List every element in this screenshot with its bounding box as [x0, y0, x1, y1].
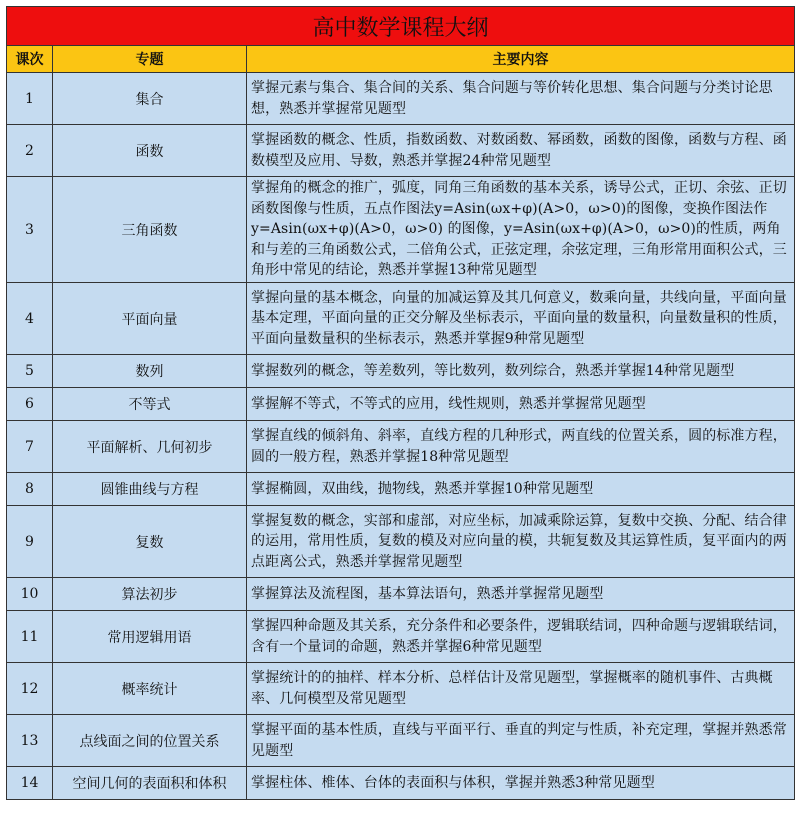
table-row: [7, 578, 795, 611]
lesson-topic: 不等式: [53, 388, 247, 421]
table-row: [7, 355, 795, 388]
table-row: [7, 506, 795, 578]
lesson-content: 掌握元素与集合、集合间的关系、集合问题与等价转化思想、集合问题与分类讨论思想，熟悉并掌握常见题型: [247, 73, 795, 125]
lesson-content: 掌握平面的基本性质，直线与平面平行、垂直的判定与性质，补充定理，掌握并熟悉常见题型: [247, 715, 795, 767]
lesson-number: 7: [7, 421, 53, 473]
lesson-content: 掌握椭圆，双曲线，抛物线，熟悉并掌握10种常见题型: [247, 473, 795, 506]
lesson-topic: 圆锥曲线与方程: [53, 473, 247, 506]
title-row: [7, 7, 795, 46]
lesson-topic: 平面向量: [53, 283, 247, 355]
lesson-content: 掌握数列的概念，等差数列，等比数列，数列综合，熟悉并掌握14种常见题型: [247, 355, 795, 388]
lesson-topic: 复数: [53, 506, 247, 578]
lesson-content: 掌握函数的概念、性质，指数函数、对数函数、幂函数，函数的图像，函数与方程、函数模型及应用、导数，熟悉并掌握24种常见题型: [247, 125, 795, 177]
header-lesson: 课次: [7, 46, 53, 73]
lesson-number: 11: [7, 611, 53, 663]
lesson-number: 14: [7, 767, 53, 800]
lesson-content: 掌握向量的基本概念，向量的加减运算及其几何意义，数乘向量，共线向量，平面向量基本定理，平面向量的正交分解及坐标表示，平面向量的数量积，向量数量积的性质，平面向量数量积的坐标表示，熟悉并掌握9种常见题型: [247, 283, 795, 355]
lesson-topic: 空间几何的表面积和体积: [53, 767, 247, 800]
lesson-content: 掌握四种命题及其关系，充分条件和必要条件，逻辑联结词，四种命题与逻辑联结词，含有一个量词的命题，熟悉并掌握6种常见题型: [247, 611, 795, 663]
lesson-content: 掌握解不等式，不等式的应用，线性规则，熟悉并掌握常见题型: [247, 388, 795, 421]
lesson-content: 掌握统计的的抽样、样本分析、总样估计及常见题型，掌握概率的随机事件、古典概率、几何模型及常见题型: [247, 663, 795, 715]
lesson-topic: 函数: [53, 125, 247, 177]
lesson-number: 5: [7, 355, 53, 388]
table-row: [7, 663, 795, 715]
table-row: [7, 177, 795, 283]
table-row: [7, 715, 795, 767]
lesson-content: 掌握柱体、椎体、台体的表面积与体积，掌握并熟悉3种常见题型: [247, 767, 795, 800]
lesson-number: 12: [7, 663, 53, 715]
lesson-number: 2: [7, 125, 53, 177]
lesson-topic: 算法初步: [53, 578, 247, 611]
table-row: [7, 388, 795, 421]
lesson-topic: 三角函数: [53, 177, 247, 283]
table-row: [7, 283, 795, 355]
header-topic: 专题: [53, 46, 247, 73]
table-row: [7, 73, 795, 125]
lesson-number: 13: [7, 715, 53, 767]
lesson-number: 3: [7, 177, 53, 283]
lesson-content: 掌握算法及流程图，基本算法语句，熟悉并掌握常见题型: [247, 578, 795, 611]
table-row: [7, 767, 795, 800]
table-row: [7, 611, 795, 663]
table-row: [7, 421, 795, 473]
lesson-number: 6: [7, 388, 53, 421]
lesson-topic: 数列: [53, 355, 247, 388]
header-content: 主要内容: [247, 46, 795, 73]
table-row: [7, 473, 795, 506]
lesson-topic: 常用逻辑用语: [53, 611, 247, 663]
header-row: [7, 46, 795, 73]
lesson-topic: 点线面之间的位置关系: [53, 715, 247, 767]
lesson-topic: 集合: [53, 73, 247, 125]
lesson-number: 10: [7, 578, 53, 611]
lesson-number: 8: [7, 473, 53, 506]
lesson-number: 9: [7, 506, 53, 578]
lesson-content: 掌握直线的倾斜角、斜率，直线方程的几种形式，两直线的位置关系，圆的标准方程，圆的一般方程，熟悉并掌握18种常见题型: [247, 421, 795, 473]
lesson-topic: 概率统计: [53, 663, 247, 715]
table-row: [7, 125, 795, 177]
lesson-number: 1: [7, 73, 53, 125]
lesson-topic: 平面解析、几何初步: [53, 421, 247, 473]
lesson-content: 掌握复数的概念，实部和虚部，对应坐标，加减乘除运算，复数中交换、分配、结合律的运用，常用性质，复数的模及对应向量的模，共轭复数及其运算性质，复平面内的两点距离公式，熟悉并掌握常见题型: [247, 506, 795, 578]
syllabus-table: [6, 6, 795, 800]
lesson-content: 掌握角的概念的推广，弧度，同角三角函数的基本关系，诱导公式，正切、余弦、正切函数图像与性质，五点作图法y=Asin(ωx+φ)(A>0，ω>0)的图像，变换作图法作y=Asin(ωx+φ)(A>0，ω>0) 的图像，y=Asin(ωx+φ)(A>0，ω>0)的性质，两角和与差的三角函数公式，二倍角公式，正弦定理，余弦定理，三角形常用面积公式，三角形中常见的结论，熟悉并掌握13种常见题型: [247, 177, 795, 283]
table-title: 高中数学课程大纲: [7, 7, 795, 46]
lesson-number: 4: [7, 283, 53, 355]
